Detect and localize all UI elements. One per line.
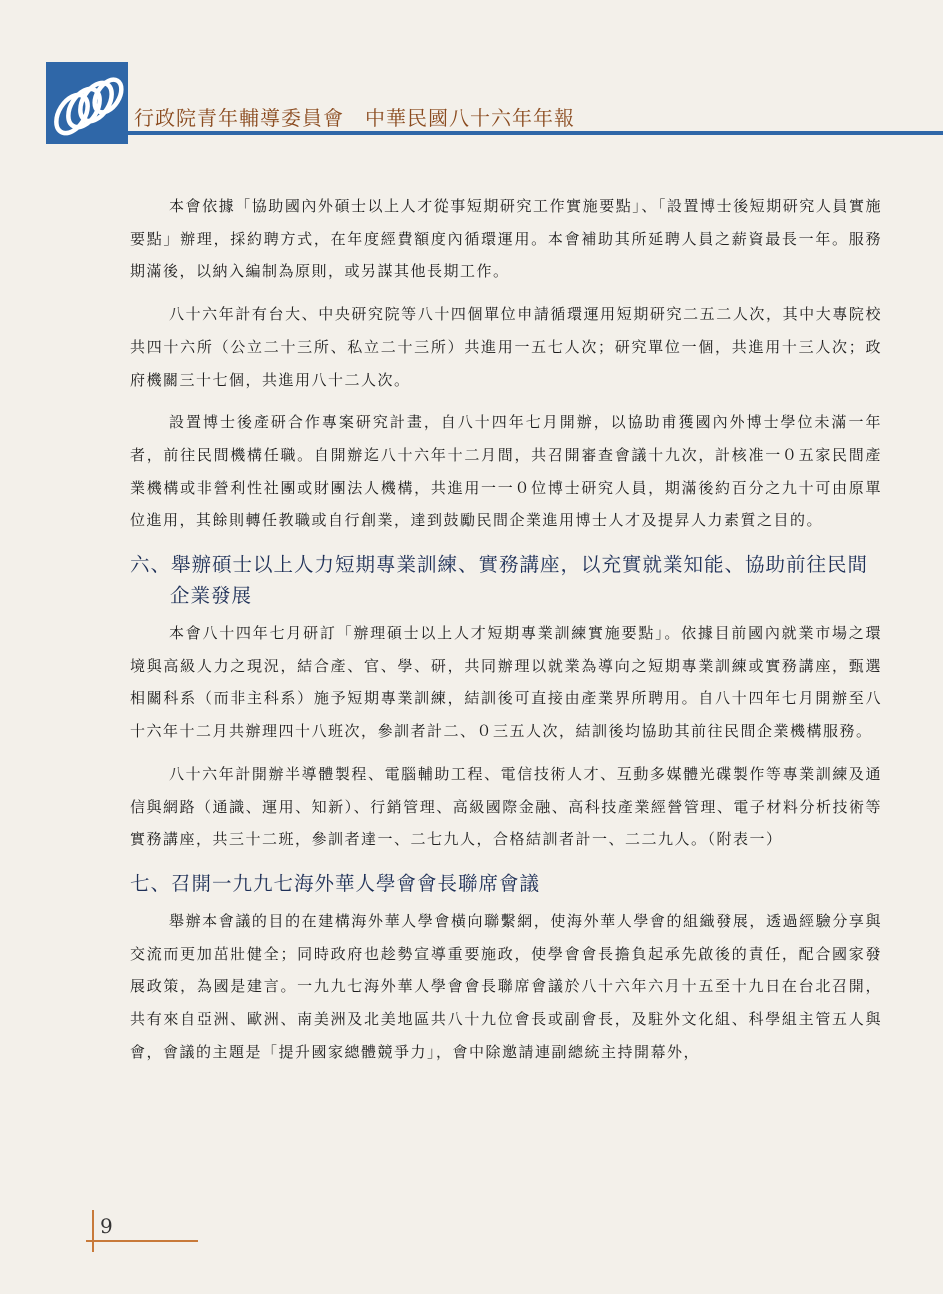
header-rule: [128, 131, 943, 135]
section-heading-6: 六、舉辦碩士以上人力短期專業訓練、實務講座，以充實就業知能、協助前往民間企業發展: [130, 553, 869, 608]
section-heading-7: 七、召開一九九七海外華人學會會長聯席會議: [130, 871, 541, 895]
logo-rings-icon: [46, 62, 128, 144]
header-title: 行政院青年輔導委員會 中華民國八十六年年報: [134, 106, 575, 130]
paragraph-86-statistics: 八十六年計有台大、中央研究院等八十四個單位申請循環運用短期研究二五二人次，其中大專院校共四十六所（公立二十三所、私立二十三所）共進用一五七人次；研究單位一個，共進用十三人次；政府機關三十七個，共進用八十二人次。: [130, 305, 882, 389]
report-body: [130, 190, 882, 1068]
paragraph-training-86: 八十六年計開辦半導體製程、電腦輔助工程、電信技術人才、互動多媒體光碟製作等專業訓練及通信與網路（通識、運用、知新）、行銷管理、高級國際金融、高科技產業經營管理、電子材料分析技術等實務講座，共三十二班，參訓者達一、二七九人，合格結訓者計一、二二九人。（附表一）: [130, 764, 882, 849]
page-header: [0, 0, 943, 140]
paragraph-training-overview: 本會八十四年七月研訂「辦理碩士以上人才短期專業訓練實施要點」。依據目前國內就業市場之環境與高級人力之現況，結合產、官、學、研，共同辦理以就業為導向之短期專業訓練或實務講座，甄選相關科系（而非主科系）施予短期專業訓練，結訓後可直接由產業界所聘用。自八十四年七月開辦至八十六年十二月共辦理四十八班次，參訓者計二、０三五人次，結訓後均協助其前往民間企業機構服務。: [130, 624, 882, 741]
footer-horizontal-rule: [86, 1240, 198, 1242]
paragraph-postdoc-program: 設置博士後產研合作專案研究計畫，自八十四年七月開辦，以協助甫獲國內外博士學位未滿一年者，前往民間機構任職。自開辦迄八十六年十二月間，共召開審查會議十九次，計核准一０五家民間產業機構或非營利性社團或財團法人機構，共進用一一０位博士研究人員，期滿後約百分之九十可由原單位進用，其餘則轉任教職或自行創業，達到鼓勵民間企業進用博士人才及提昇人力素質之目的。: [130, 413, 882, 530]
paragraph-research-program: 本會依據「協助國內外碩士以上人才從事短期研究工作實施要點」、「設置博士後短期研究人員實施要點」辦理，採約聘方式，在年度經費額度內循環運用。本會補助其所延聘人員之薪資最長一年。服務期滿後，以納入編制為原則，或另謀其他長期工作。: [130, 197, 882, 281]
page-number: 9: [100, 1214, 113, 1238]
paragraph-overseas-conference: 舉辦本會議的目的在建構海外華人學會橫向聯繫網，使海外華人學會的組織發展，透過經驗分享與交流而更加茁壯健全；同時政府也趁勢宣導重要施政，使學會會長擔負起承先啟後的責任，配合國家發展政策，為國是建言。一九九七海外華人學會會長聯席會議於八十六年六月十五至十九日在台北召開，共有來自亞洲、歐洲、南美洲及北美地區共八十九位會長或副會長，及駐外文化組、科學組主管五人與會，會議的主題是「提升國家總體競爭力」，會中除邀請連副總統主持開幕外，: [130, 911, 882, 1061]
footer-vertical-rule: [92, 1210, 94, 1252]
